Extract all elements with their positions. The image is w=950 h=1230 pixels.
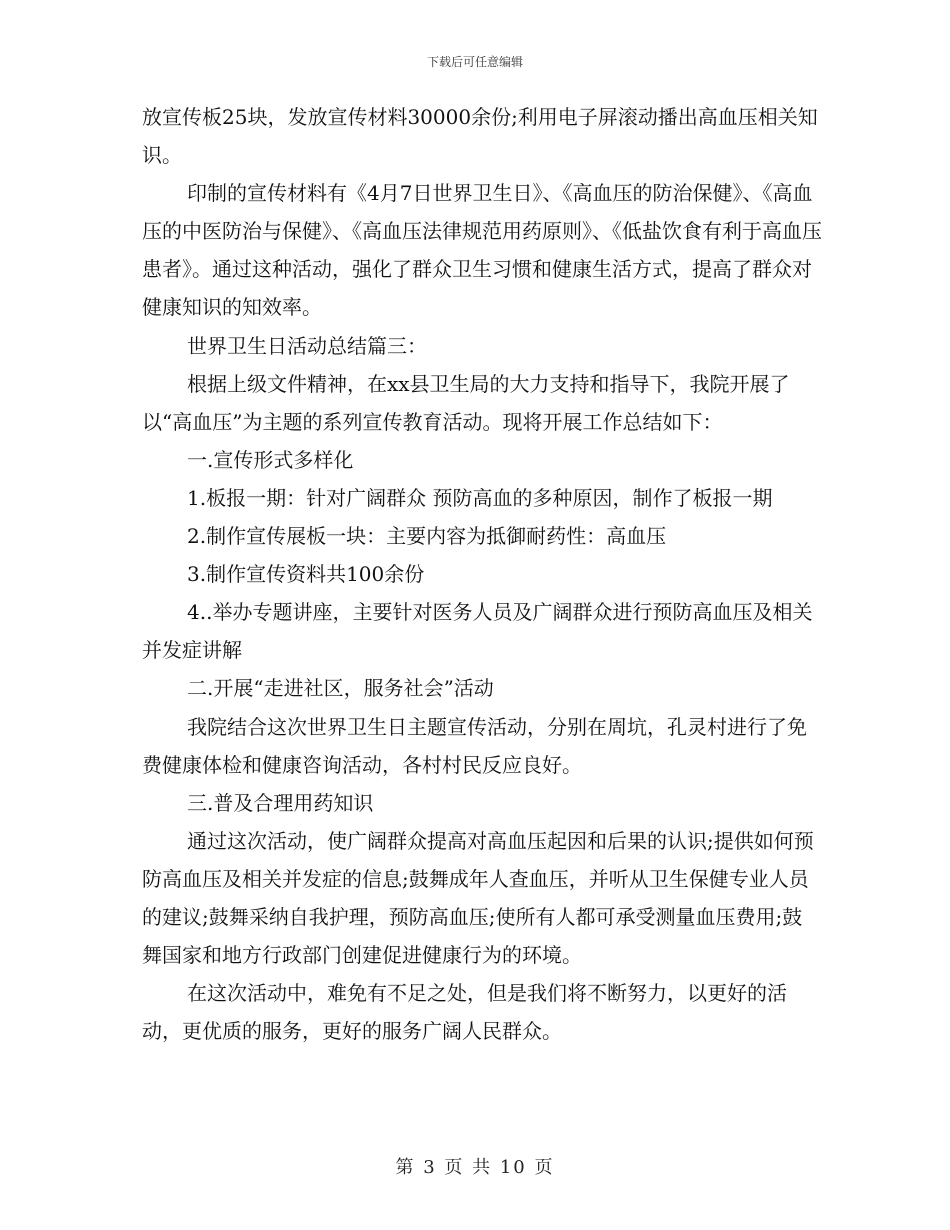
paragraph-2: 印制的宣传材料有《4月7日世界卫生日》、《高血压的防治保健》、《高血压的中医防治与保健》、《高血压法律规范用药原则》、《低盐饮食有利于高血压患者》。通过这种活动，强化了群众卫生习惯和健康生活方式，提高了群众对健康知识的知效率。	[142, 181, 822, 320]
heading-2: 二.开展“走进社区，服务社会”活动	[187, 676, 494, 701]
paragraph-13: 通过这次活动，使广阔群众提高对高血压起因和后果的认识;提供如何预防高血压及相关并发症的信息;鼓舞成年人查血压，并听从卫生保健专业人员的建议;鼓舞采纳自我护理，预防高血压;使所有人都可承受测量血压费用;鼓舞国家和地方行政部门创建促进健康行为的环境。	[142, 828, 814, 968]
list-item-2: 2.制作宣传展板一块：主要内容为抵御耐药性：高血压	[187, 524, 667, 549]
heading-1: 一.宣传形式多样化	[187, 447, 354, 472]
page-header: 下载后可任意编辑	[426, 55, 523, 69]
list-item-4: 4..举办专题讲座，主要针对医务人员及广阔群众进行预防高血压及相关并发症讲解	[142, 600, 813, 663]
list-item-3: 3.制作宣传资料共100余份	[187, 562, 425, 587]
list-item-1: 1.板报一期：针对广阔群众 预防高血的多种原因，制作了板报一期	[187, 485, 773, 510]
document-body	[142, 98, 822, 1050]
section-title-part3: 世界卫生日活动总结篇三：	[187, 333, 427, 358]
paragraph-1: 放宣传板25块，发放宣传材料30000余份;利用电子屏滚动播出高血压相关知识。	[142, 105, 818, 168]
paragraph-11: 我院结合这次世界卫生日主题宣传活动，分别在周坑，孔灵村进行了免费健康体检和健康咨询活动，各村村民反应良好。	[142, 714, 807, 777]
heading-3: 三.普及合理用药知识	[187, 790, 374, 815]
page-number-footer: 第 3 页 共 10 页	[395, 1157, 555, 1178]
paragraph-4: 根据上级文件精神，在xx县卫生局的大力支持和指导下，我院开展了以“高血压”为主题的系列宣传教育活动。现将开展工作总结如下：	[142, 371, 790, 434]
paragraph-14: 在这次活动中，难免有不足之处，但是我们将不断努力，以更好的活动，更优质的服务，更好的服务广阔人民群众。	[142, 981, 787, 1044]
